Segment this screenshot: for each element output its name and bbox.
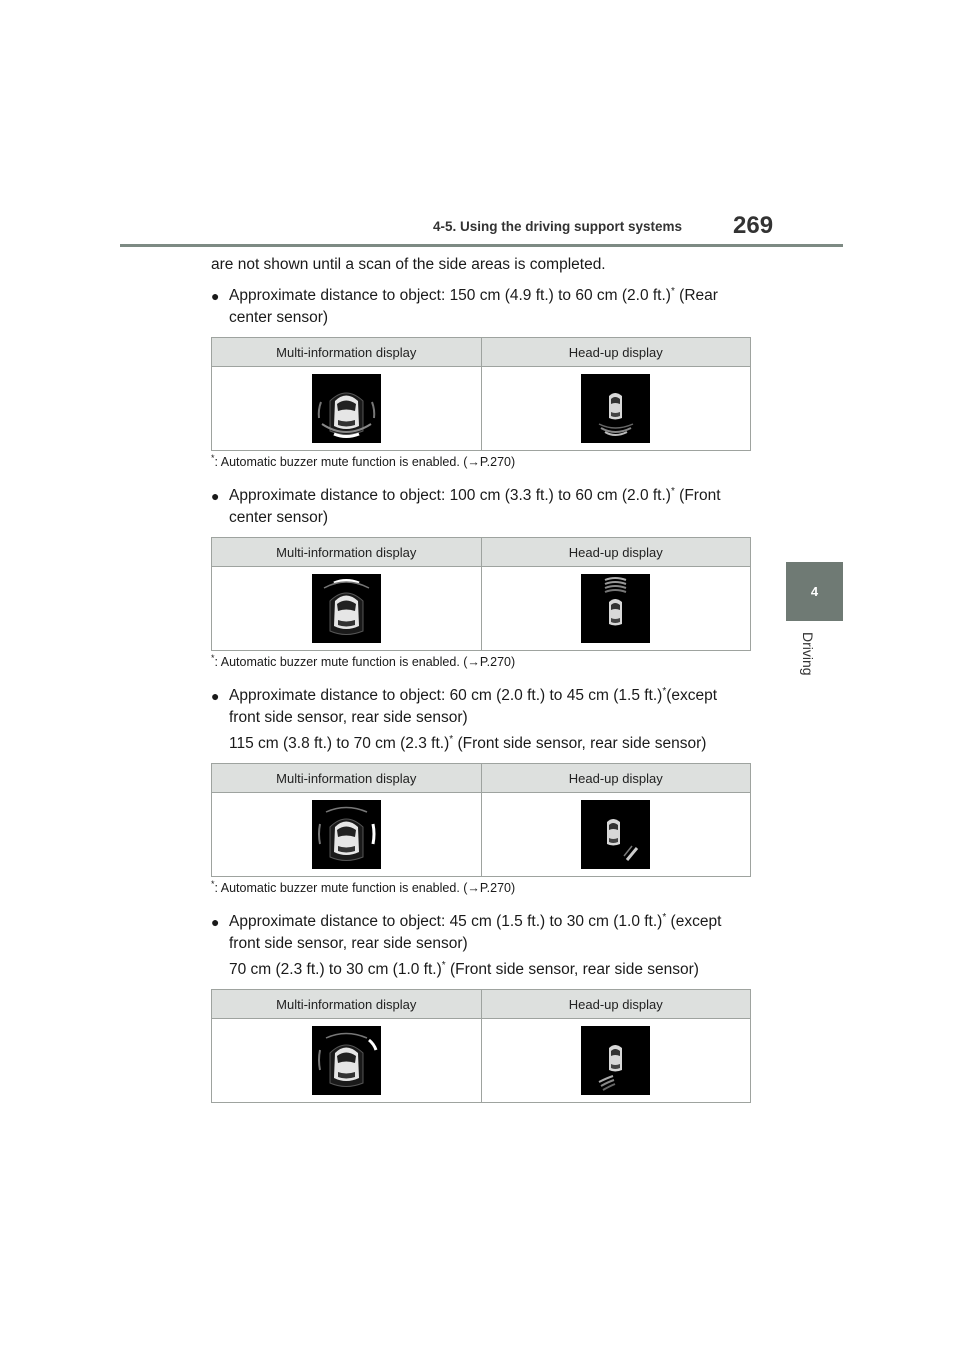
column-header-multi: Multi-information display <box>212 338 482 367</box>
bullet-icon: ● <box>211 488 220 504</box>
table-cell <box>481 1019 751 1103</box>
column-header-hud: Head-up display <box>481 990 751 1019</box>
chapter-number: 4 <box>810 584 819 599</box>
bullet-item <box>211 685 751 729</box>
bullet-text: Approximate distance to object: 60 cm (2.0 ft.) to 45 cm (1.5 ft.) <box>229 687 663 704</box>
bullet-text: Approximate distance to object: 150 cm (4.9 ft.) to 60 cm (2.0 ft.) <box>229 287 671 304</box>
page-number: 269 <box>733 212 774 239</box>
table-cell <box>212 1019 482 1103</box>
footnote-marker: * <box>670 285 675 297</box>
display-table <box>211 537 751 651</box>
column-header-multi: Multi-information display <box>212 990 482 1019</box>
display-table <box>211 989 751 1103</box>
range-text-tail: (Front side sensor, rear side sensor) <box>453 735 707 752</box>
section-title: 4-5. Using the driving support systems <box>433 219 683 234</box>
bullet-icon: ● <box>211 688 220 704</box>
range-text <box>229 959 699 981</box>
table-cell <box>481 567 751 651</box>
footnote-text: : Automatic buzzer mute function is enabled. (→P.270) <box>214 881 516 895</box>
display-table <box>211 763 751 877</box>
range-text <box>229 733 706 755</box>
bullet-icon: ● <box>211 288 220 304</box>
hud-image <box>581 1026 650 1095</box>
footnote-marker: * <box>662 911 667 923</box>
footnote-text: : Automatic buzzer mute function is enabled. (→P.270) <box>214 655 516 669</box>
hud-image <box>581 374 650 443</box>
column-header-multi: Multi-information display <box>212 538 482 567</box>
footnote-marker: * <box>670 485 675 497</box>
header-rule <box>120 244 843 247</box>
footnote-marker: * <box>211 878 215 889</box>
column-header-hud: Head-up display <box>481 764 751 793</box>
bullet-icon: ● <box>211 914 220 930</box>
bullet-text: Approximate distance to object: 100 cm (3.3 ft.) to 60 cm (2.0 ft.) <box>229 487 671 504</box>
footnote <box>211 452 516 469</box>
multi-display-image <box>312 574 381 643</box>
bullet-item <box>211 485 751 529</box>
table-cell <box>481 793 751 877</box>
bullet-text-line2: center sensor) <box>229 309 329 326</box>
footnote-text: : Automatic buzzer mute function is enabled. (→P.270) <box>214 455 516 469</box>
table-cell <box>481 367 751 451</box>
footnote-marker: * <box>211 452 215 463</box>
table-cell <box>212 567 482 651</box>
bullet-text-line2: front side sensor, rear side sensor) <box>229 709 468 726</box>
column-header-hud: Head-up display <box>481 338 751 367</box>
table-cell <box>212 367 482 451</box>
range-text-main: 115 cm (3.8 ft.) to 70 cm (2.3 ft.) <box>229 735 450 752</box>
footnote <box>211 878 516 895</box>
footnote <box>211 652 516 669</box>
range-text-main: 70 cm (2.3 ft.) to 30 cm (1.0 ft.) <box>229 961 442 978</box>
hud-image <box>581 800 650 869</box>
footnote-marker: * <box>449 733 454 745</box>
hud-image <box>581 574 650 643</box>
footnote-marker: * <box>662 685 667 697</box>
display-table <box>211 337 751 451</box>
bullet-text-line2: front side sensor, rear side sensor) <box>229 935 468 952</box>
table-cell <box>212 793 482 877</box>
bullet-item <box>211 285 751 329</box>
intro-text: are not shown until a scan of the side areas is completed. <box>211 256 606 273</box>
bullet-text-tail: (Front <box>674 487 721 504</box>
bullet-text-tail: (except <box>666 913 722 930</box>
footnote-marker: * <box>211 652 215 663</box>
footnote-marker: * <box>441 959 446 971</box>
column-header-multi: Multi-information display <box>212 764 482 793</box>
chapter-label: Driving <box>800 632 816 676</box>
bullet-item <box>211 911 751 955</box>
range-text-tail: (Front side sensor, rear side sensor) <box>445 961 699 978</box>
bullet-text-line2: center sensor) <box>229 509 329 526</box>
bullet-text-tail: (Rear <box>674 287 718 304</box>
chapter-tab <box>786 562 843 621</box>
bullet-text-tail: (except <box>666 687 718 704</box>
multi-display-image <box>312 374 381 443</box>
column-header-hud: Head-up display <box>481 538 751 567</box>
multi-display-image <box>312 800 381 869</box>
bullet-text: Approximate distance to object: 45 cm (1.5 ft.) to 30 cm (1.0 ft.) <box>229 913 663 930</box>
multi-display-image <box>312 1026 381 1095</box>
